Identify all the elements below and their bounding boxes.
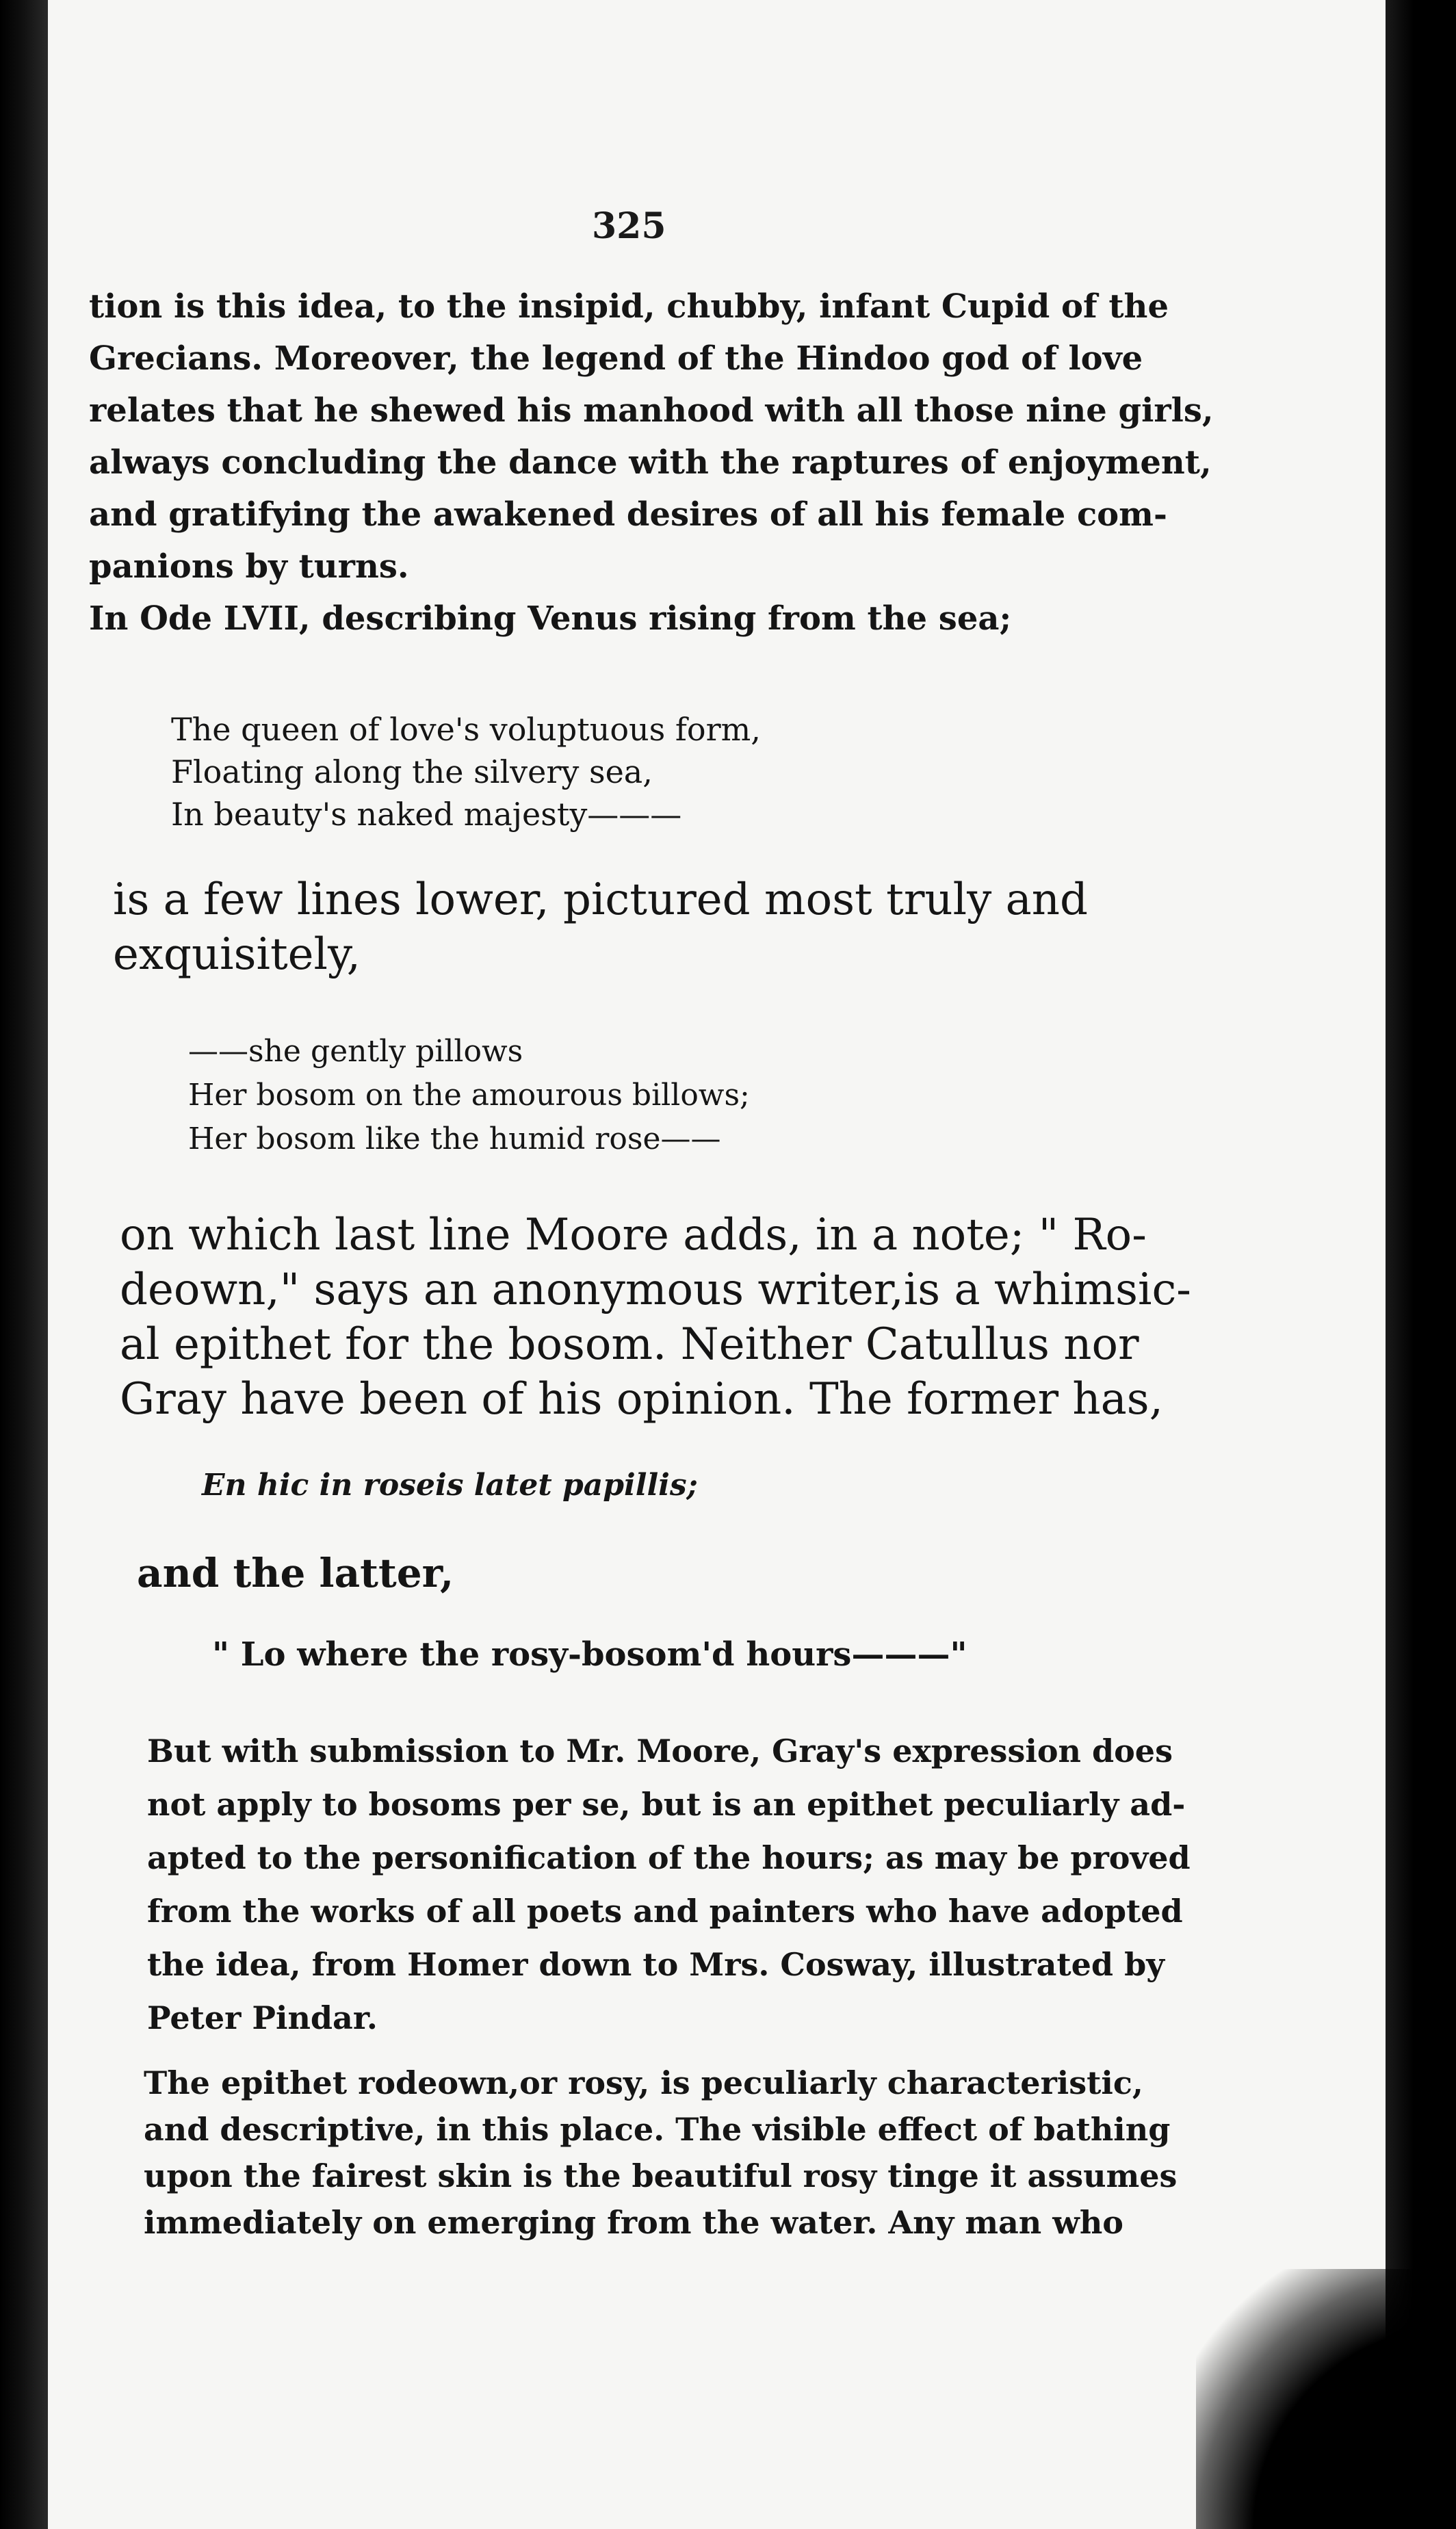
text-line: on which last line Moore adds, in a note; " Ro- (120, 1210, 1147, 1260)
text-line: from the works of all poets and painters who have adopted (147, 1893, 1183, 1930)
verse-line: The queen of love's voluptuous form, (171, 711, 761, 748)
gray-quote: " Lo where the rosy-bosom'd hours———" (212, 1635, 967, 1674)
text-line: and gratifying the awakened desires of all his female com- (89, 495, 1167, 534)
verse-line: Her bosom on the amourous billows; (188, 1078, 750, 1113)
text-line: immediately on emerging from the water. Any man who (144, 2204, 1123, 2241)
text-line: tion is this idea, to the insipid, chubby, infant Cupid of the (89, 287, 1169, 326)
text-line: and descriptive, in this place. The visible effect of bathing (144, 2111, 1171, 2148)
text-line: not apply to bosoms per se, but is an epithet peculiarly ad- (147, 1786, 1186, 1823)
paragraph-3 (120, 1208, 1191, 1427)
verse-line: Her bosom like the humid rose—— (188, 1121, 721, 1156)
text-line: deown," says an anonymous writer,is a whimsic- (120, 1264, 1191, 1315)
text-line: Gray have been of his opinion. The former has, (120, 1374, 1163, 1425)
paragraph-5 (147, 1724, 1191, 2045)
text-line: The epithet rodeown,or rosy, is peculiarly characteristic, (144, 2064, 1143, 2101)
scan-right-edge (1386, 0, 1456, 2529)
text-line: is a few lines lower, pictured most truly and (113, 874, 1088, 925)
paragraph-1 (89, 281, 1214, 645)
text-line: the idea, from Homer down to Mrs. Cosway, illustrated by (147, 1946, 1165, 1983)
text-line: Grecians. Moreover, the legend of the Hindoo god of love (89, 339, 1143, 378)
text-line: exquisitely, (113, 929, 361, 980)
text-line: Peter Pindar. (147, 1999, 378, 2036)
book-page (48, 0, 1386, 2529)
text-line: But with submission to Mr. Moore, Gray's expression does (147, 1733, 1173, 1769)
page-number: 325 (592, 205, 666, 247)
scan-corner-shadow (1196, 2269, 1456, 2529)
paragraph-4: and the latter, (137, 1550, 454, 1596)
latin-quote: En hic in roseis latet papillis; (202, 1468, 698, 1503)
verse-line: ——she gently pillows (188, 1034, 523, 1069)
text-line: In Ode LVII, describing Venus rising from the sea; (89, 599, 1012, 638)
text-line: al epithet for the bosom. Neither Catullus nor (120, 1319, 1139, 1370)
text-line: relates that he shewed his manhood with all those nine girls, (89, 391, 1214, 430)
text-line: panions by turns. (89, 547, 409, 586)
verse-line: Floating along the silvery sea, (171, 753, 653, 790)
paragraph-2 (113, 872, 1088, 982)
verse-line: In beauty's naked majesty——— (171, 796, 682, 833)
text-line: apted to the personification of the hours; as may be proved (147, 1839, 1191, 1876)
verse-quote-2 (188, 1030, 750, 1161)
text-line: always concluding the dance with the raptures of enjoyment, (89, 443, 1212, 482)
paragraph-6 (144, 2060, 1177, 2246)
book-gutter-shadow (0, 0, 48, 2529)
verse-quote-1 (171, 708, 761, 835)
text-line: upon the fairest skin is the beautiful rosy tinge it assumes (144, 2157, 1178, 2194)
